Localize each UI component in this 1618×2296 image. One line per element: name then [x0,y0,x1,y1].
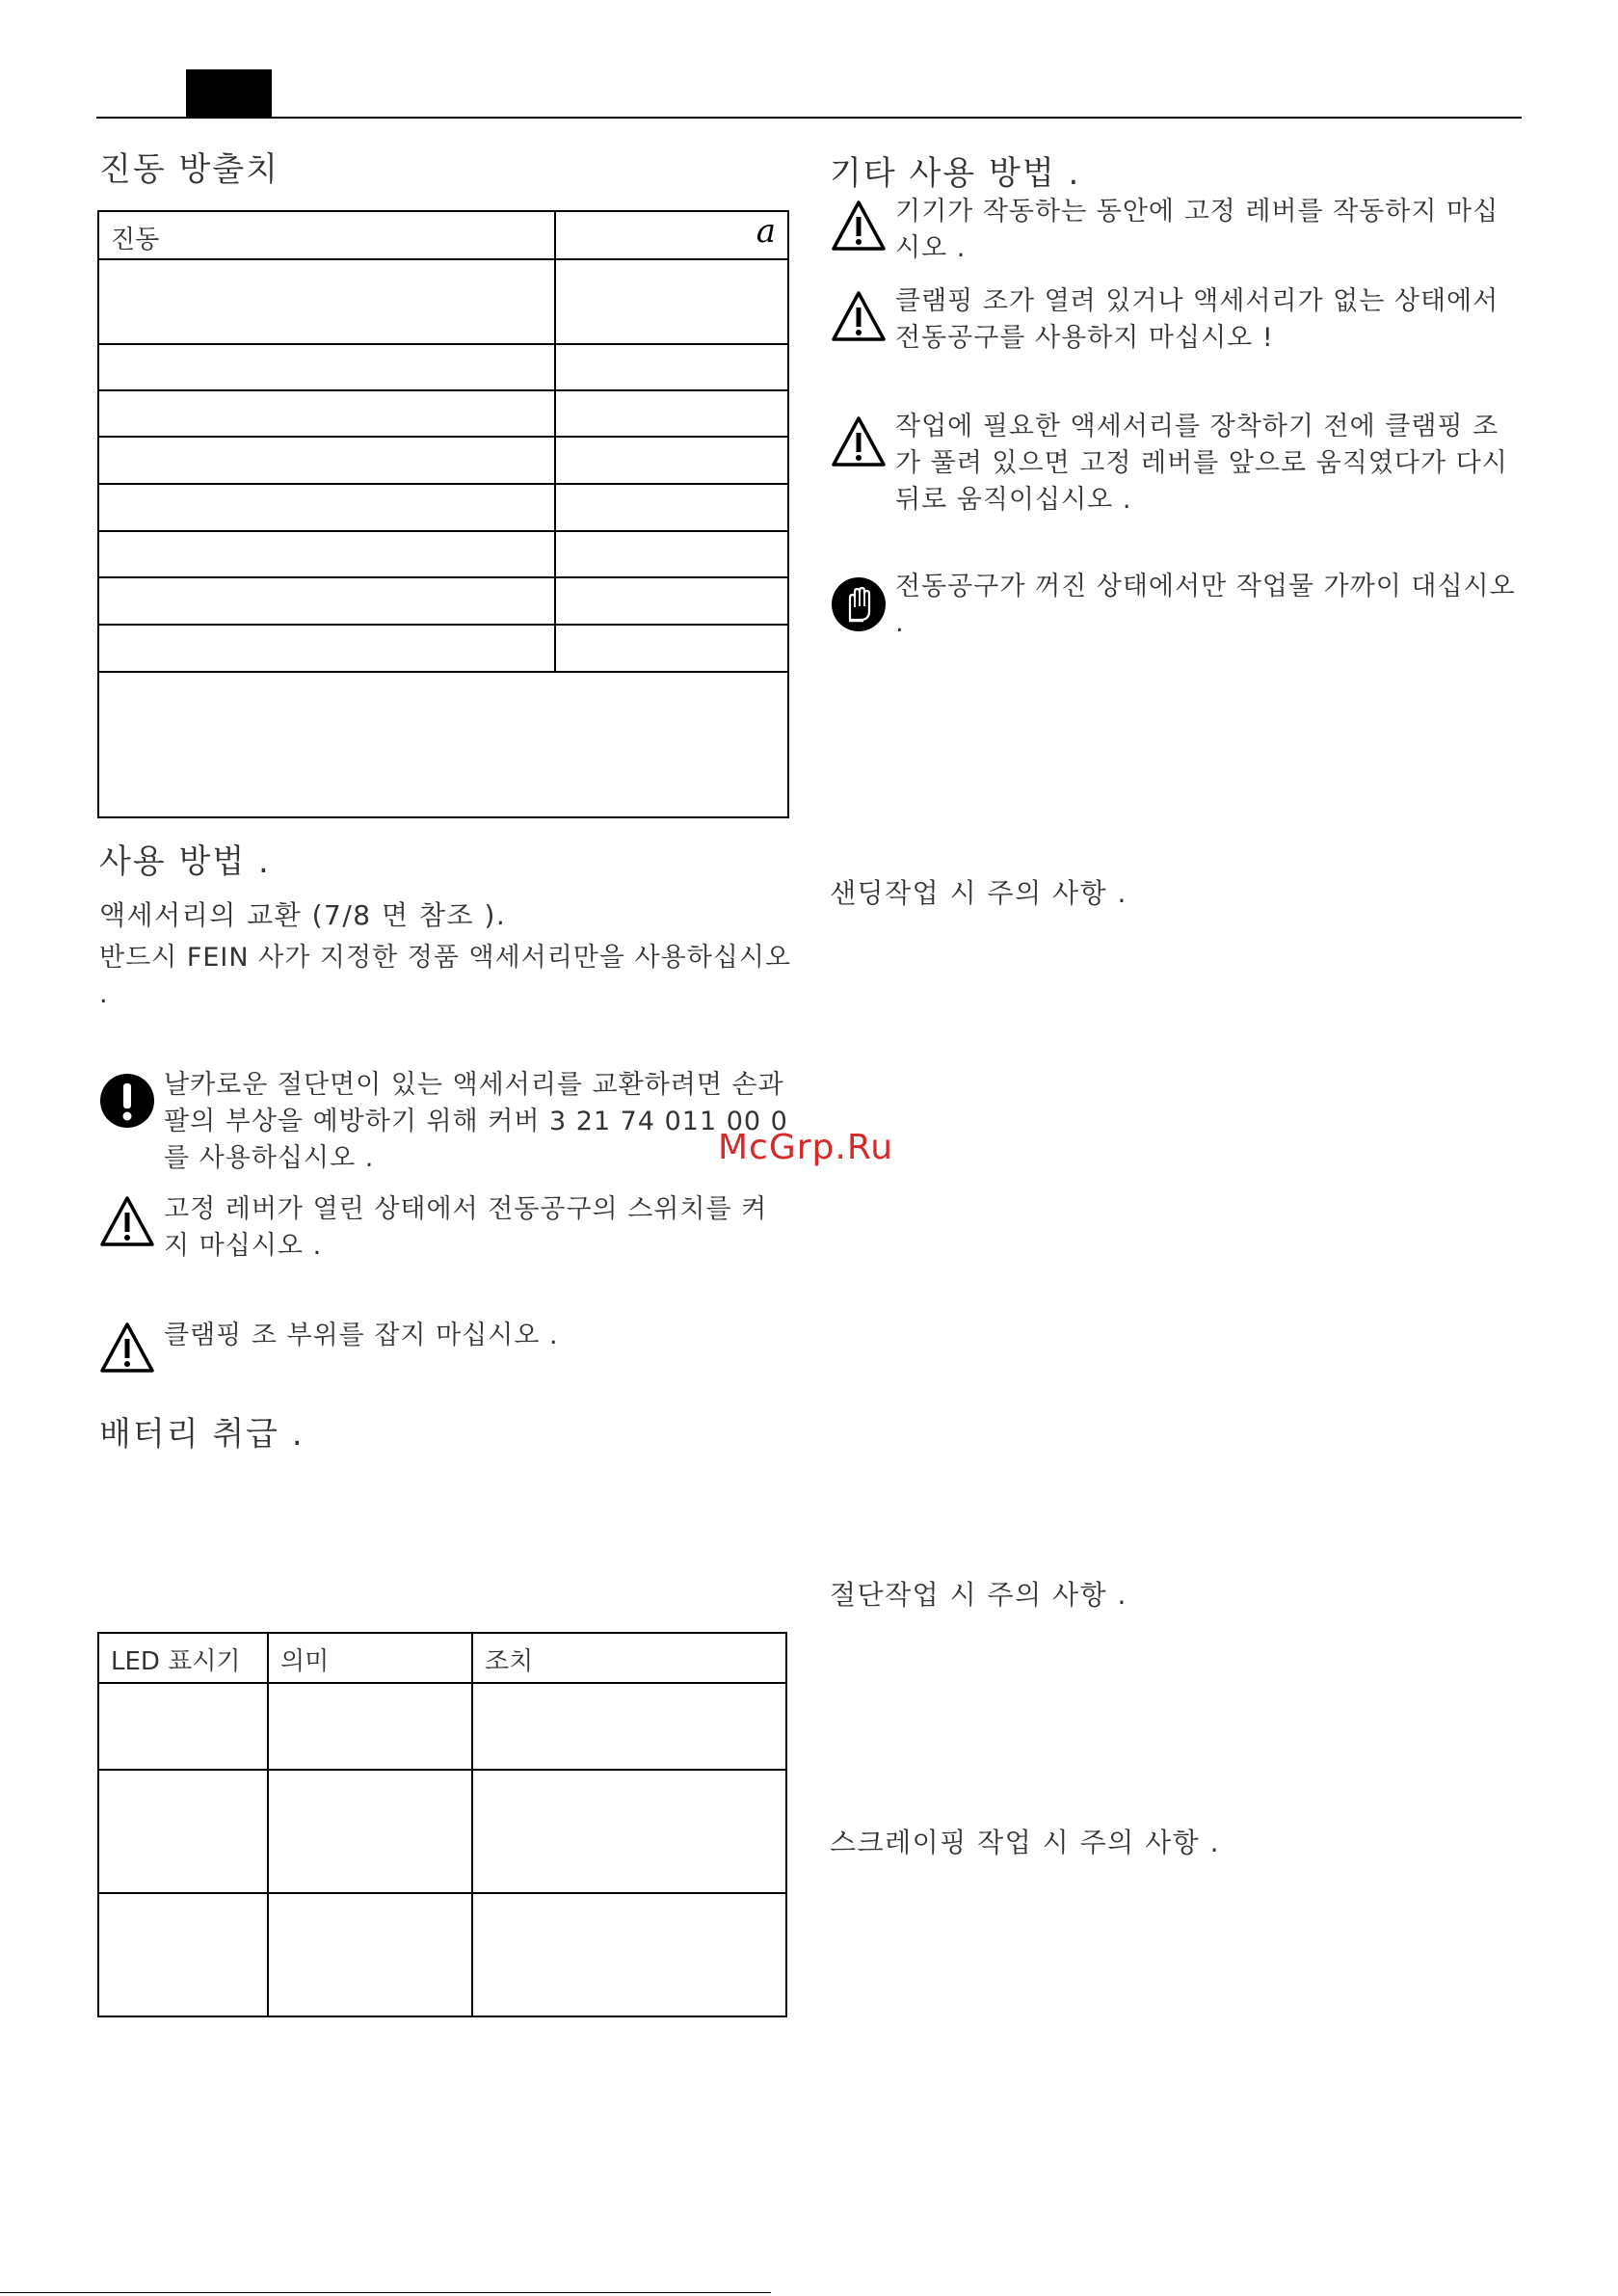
warning-triangle-icon [831,200,887,255]
table-cell [555,484,788,531]
clamping-release-note: 작업에 필요한 액세서리를 장착하기 전에 클램핑 조가 풀려 있으면 고정 레버를 앞으로 움직였다가 다시 뒤로 움직이십시오 . [895,412,1508,515]
table-cell [555,437,788,484]
led-table [97,1632,787,2017]
accessory-change-heading: 액세서리의 교환 (7/8 면 참조 ). [99,899,507,931]
led-header-meaning: 의미 [268,1633,472,1683]
glove-icon [831,576,887,632]
table-cell [555,344,788,390]
table-cell [98,484,555,531]
vibration-header-cell: 진동 [98,211,555,259]
battery-heading: 배터리 취급 . [99,1415,305,1454]
no-accessory-warning: 클램핑 조가 열려 있거나 액세서리가 없는 상태에서 전동공구를 사용하지 마십시오 ! [895,286,1499,353]
vibration-symbol: a [756,212,776,251]
table-cell [555,390,788,437]
scraping-heading: 스크레이핑 작업 시 주의 사항 . [830,1827,1220,1858]
mandatory-exclamation-icon [99,1073,155,1129]
other-usage-heading: 기타 사용 방법 . [830,154,1081,193]
table-cell [98,531,555,577]
table-cell [472,1770,786,1893]
footer-rule [0,2292,771,2293]
accessory-note: 반드시 FEIN 사가 지정한 정품 액세서리만을 사용하십시오 . [99,943,792,1009]
sanding-heading: 샌딩작업 시 주의 사항 . [830,877,1127,909]
usage-heading: 사용 방법 . [99,842,271,881]
table-cell [98,1683,268,1770]
table-cell [555,625,788,672]
vibration-heading: 진동 방출치 [99,150,280,189]
table-cell [555,259,788,344]
table-cell [98,437,555,484]
warning-triangle-icon [99,1322,155,1377]
table-cell [98,344,555,390]
table-cell [98,259,555,344]
table-cell [98,1893,268,2016]
vibration-table [97,210,789,818]
lever-operation-warning: 기기가 작동하는 동안에 고정 레버를 작동하지 마십시오 . [895,197,1499,263]
vibration-symbol-cell [555,211,788,259]
warning-triangle-icon [99,1195,155,1251]
cutting-heading: 절단작업 시 주의 사항 . [830,1579,1127,1611]
workpiece-approach-note: 전동공구가 꺼진 상태에서만 작업물 가까이 대십시오 . [895,572,1516,638]
table-footer-cell [98,672,788,817]
lever-open-warning: 고정 레버가 열린 상태에서 전동공구의 스위치를 켜지 마십시오 . [164,1194,768,1261]
table-cell [555,577,788,625]
table-cell [555,531,788,577]
table-cell [268,1683,472,1770]
table-cell [98,577,555,625]
table-cell [472,1893,786,2016]
table-cell [98,625,555,672]
warning-triangle-icon [831,415,887,471]
clamping-jaw-warning: 클램핑 조 부위를 잡지 마십시오 . [164,1321,559,1350]
accessory-cover-note: 날카로운 절단면이 있는 액세서리를 교환하려면 손과 팔의 부상을 예방하기 위해 커버 3 21 74 011 00 0 를 사용하십시오 . [164,1070,788,1173]
led-header-indicator: LED 표시기 [98,1633,268,1683]
watermark-text: McGrp.Ru [718,1128,894,1167]
header-rule [96,117,1522,119]
warning-triangle-icon [831,290,887,346]
table-cell [472,1683,786,1770]
page-number-block [186,69,272,117]
table-cell [268,1893,472,2016]
led-header-action: 조치 [472,1633,786,1683]
table-cell [98,390,555,437]
table-cell [268,1770,472,1893]
table-cell [98,1770,268,1893]
